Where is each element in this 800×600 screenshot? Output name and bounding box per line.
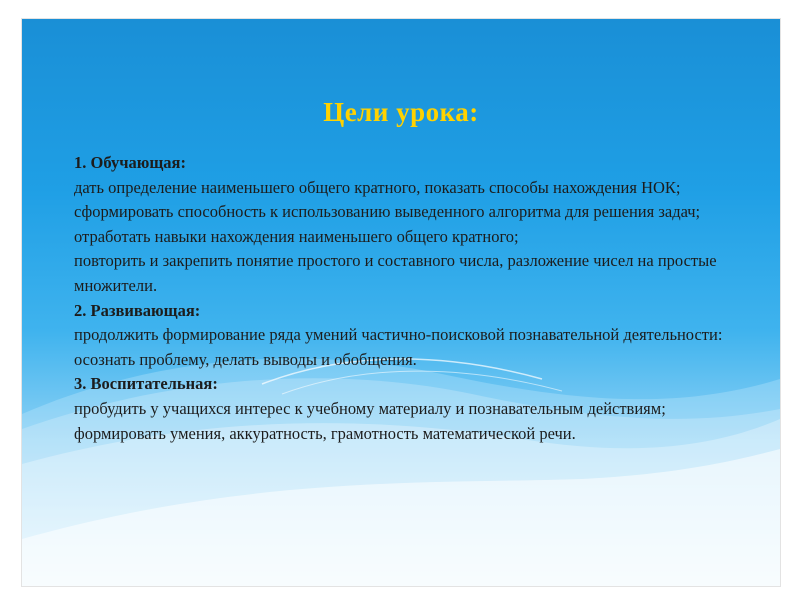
slide-title: Цели урока: xyxy=(323,97,479,127)
section-line: отработать навыки нахождения наименьшего общего кратного; xyxy=(74,226,519,246)
section-line: формировать умения, аккуратность, грамотность математической речи. xyxy=(74,423,576,443)
slide xyxy=(22,19,780,586)
section-heading: 1. Обучающая: xyxy=(74,153,186,172)
section-developing xyxy=(74,299,764,373)
section-line: дать определение наименьшего общего кратного, показать способы нахождения НОК; xyxy=(74,177,681,197)
section-heading: 2. Развивающая: xyxy=(74,300,201,320)
section-line: повторить и закрепить понятие простого и составного числа, разложение чисел на простые множители. xyxy=(74,251,717,295)
section-line: продолжить формирование ряда умений частично-поисковой познавательной деятельности: осознать проблему, делать выводы и обобщения. xyxy=(74,325,723,369)
section-teaching xyxy=(74,151,764,299)
section-line: пробудить у учащихся интерес к учебному материалу и познавательным действиям; xyxy=(74,398,666,418)
slide-content xyxy=(74,151,764,446)
section-line: сформировать способность к использованию выведенного алгоритма для решения задач; xyxy=(74,202,701,222)
section-heading: 3. Воспитательная: xyxy=(74,374,218,394)
section-educational xyxy=(74,372,764,446)
